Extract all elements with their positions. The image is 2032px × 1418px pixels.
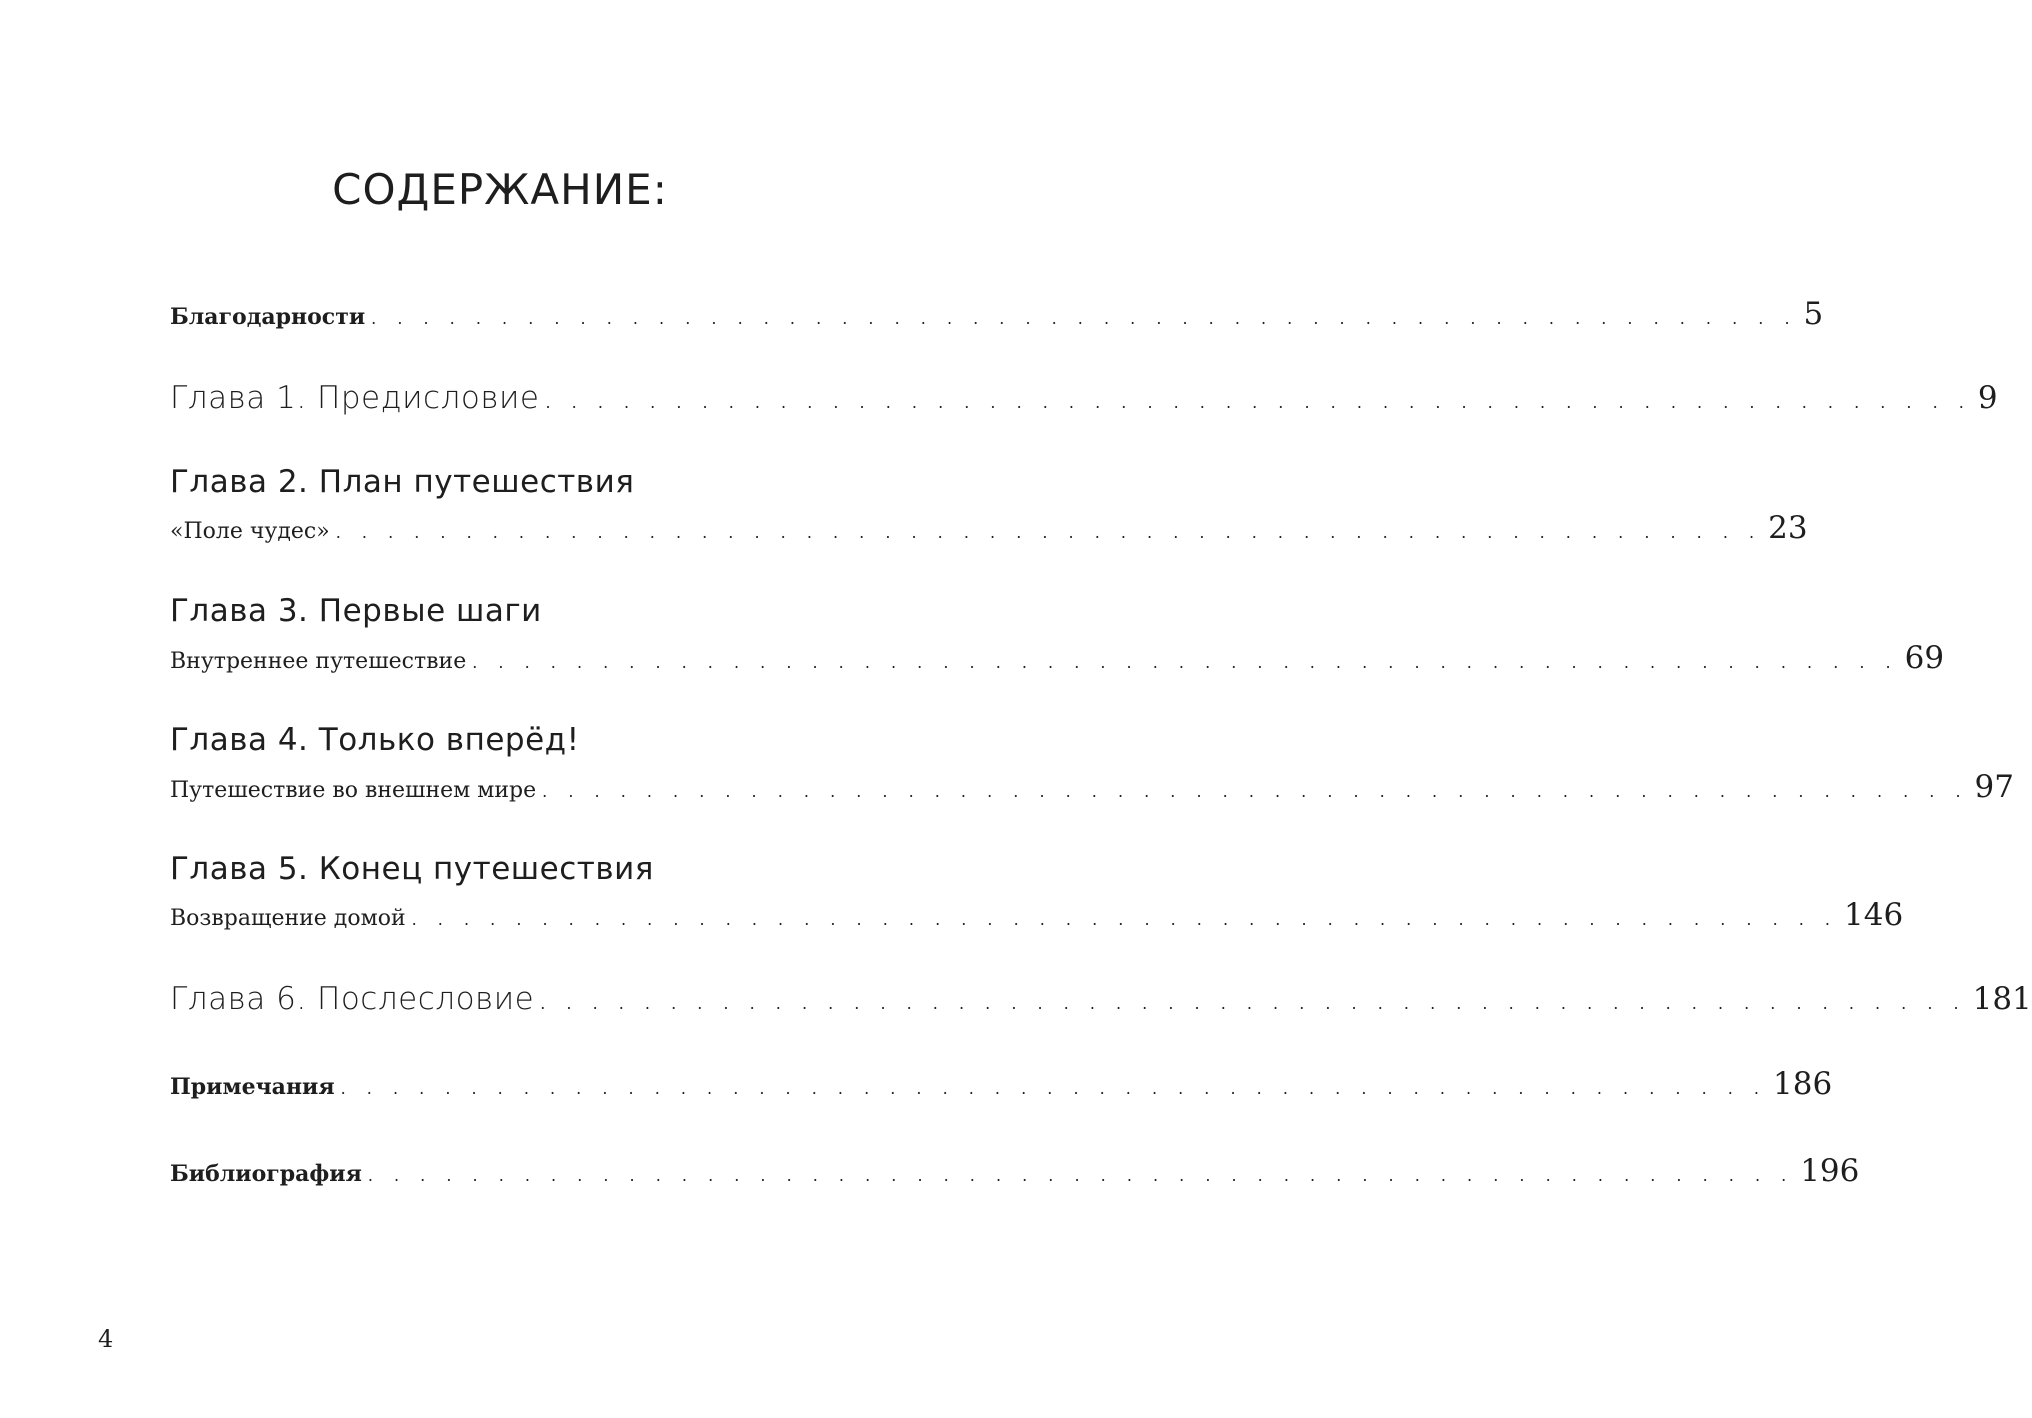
toc-entry-label: Путешествие во внешнем мире [170,778,537,803]
toc-entry-page: 146 [1844,897,1904,933]
toc-entry-label: Внутреннее путешествие [170,649,467,674]
toc-entry-page: 181 [1972,981,2032,1017]
toc-entry-bibliography[interactable] [170,1153,1860,1189]
leader-dots: . . . . . . . . . . . . . . . . . . . . . . . . . . . . . . . . . . . . . . . . . . . . . . . . . . . . . . . [545,393,1972,412]
chapter-5-heading[interactable]: Глава 5. Конец путешествия [170,851,654,887]
toc-entry-page: 69 [1904,640,1945,676]
toc-entry-chapter-1[interactable] [170,380,1998,416]
chapter-3-heading[interactable]: Глава 3. Первые шаги [170,593,542,629]
leader-dots: . . . . . . . . . . . . . . . . . . . . . . . . . . . . . . . . . . . . . . . . . . . . . . . . . . . . . . . [472,653,1899,672]
chapter-2-heading[interactable]: Глава 2. План путешествия [170,464,635,500]
leader-dots: . . . . . . . . . . . . . . . . . . . . . . . . . . . . . . . . . . . . . . . . . . . . . . . . . . . . . . . [542,782,1969,801]
leader-dots: . . . . . . . . . . . . . . . . . . . . . . . . . . . . . . . . . . . . . . . . . . . . . . . . . . . . . . . [335,523,1763,542]
toc-entry-notes[interactable] [170,1066,1833,1102]
leader-dots: . . . . . . . . . . . . . . . . . . . . . . . . . . . . . . . . . . . . . . . . . . . . . . . . . . . . . . . [540,994,1967,1013]
toc-entry-label: Благодарности [170,304,366,330]
toc-entry-page: 186 [1773,1066,1833,1102]
toc-entry-label: Глава 1. Предисловие [170,380,540,416]
toc-entry-page: 5 [1803,296,1824,332]
toc-entry-label: Примечания [170,1074,335,1100]
toc-entry-chapter-3[interactable] [170,640,1945,676]
toc-entry-page: 9 [1977,380,1998,416]
toc-entry-label: Возвращение домой [170,906,406,931]
toc-entry-page: 97 [1974,769,2014,805]
page-number: 4 [98,1325,114,1353]
toc-entry-chapter-2[interactable] [170,510,1808,546]
leader-dots: . . . . . . . . . . . . . . . . . . . . . . . . . . . . . . . . . . . . . . . . . . . . . . . . . . . . . . . [340,1079,1767,1098]
toc-entry-chapter-4[interactable] [170,769,2014,805]
toc-entry-label: Библиография [170,1161,362,1187]
toc-entry-acknowledgements[interactable] [170,296,1824,332]
leader-dots: . . . . . . . . . . . . . . . . . . . . . . . . . . . . . . . . . . . . . . . . . . . . . . . . . . . . . . . [371,309,1798,328]
toc-entry-label: Глава 6. Послесловие [170,981,535,1017]
toc-entry-label: «Поле чудес» [170,519,330,544]
toc-entry-page: 196 [1800,1153,1860,1189]
leader-dots: . . . . . . . . . . . . . . . . . . . . . . . . . . . . . . . . . . . . . . . . . . . . . . . . . . . . . . . [367,1166,1795,1185]
leader-dots: . . . . . . . . . . . . . . . . . . . . . . . . . . . . . . . . . . . . . . . . . . . . . . . . . . . . . . . [411,910,1838,929]
toc-entry-chapter-6[interactable] [170,981,2032,1017]
toc-entry-chapter-5[interactable] [170,897,1904,933]
chapter-4-heading[interactable]: Глава 4. Только вперёд! [170,722,580,758]
toc-entry-page: 23 [1768,510,1808,546]
page-title: СОДЕРЖАНИЕ: [332,165,668,214]
